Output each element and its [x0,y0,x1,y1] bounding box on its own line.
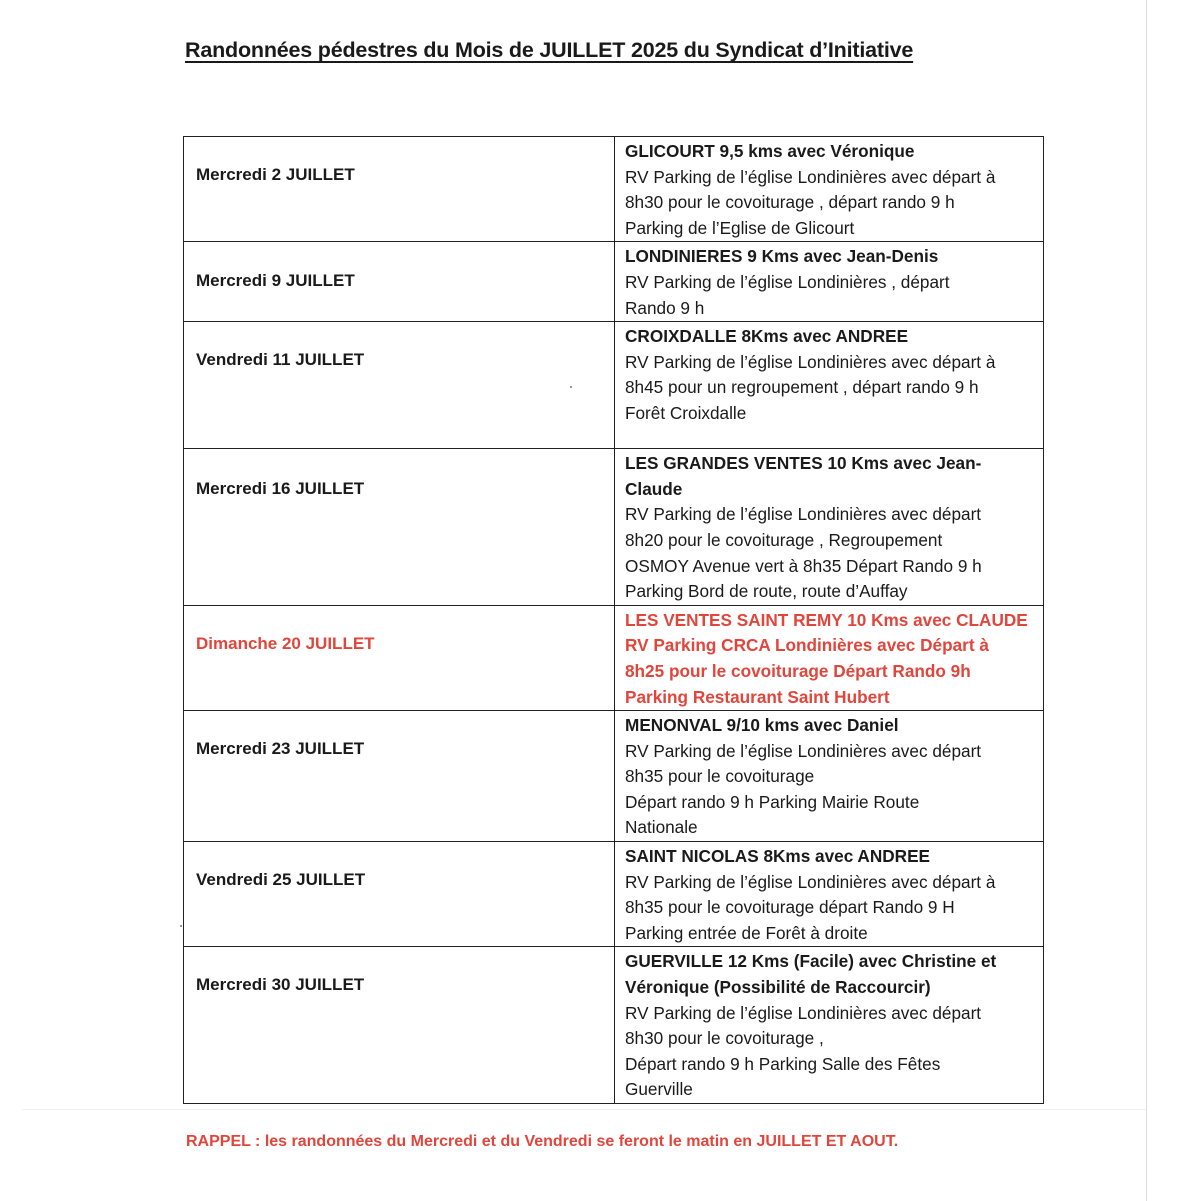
details-cell [615,842,1044,947]
hike-detail-line: RV Parking CRCA Londinières avec Départ à [625,635,989,656]
hike-date: Dimanche 20 JUILLET [196,633,375,653]
hike-date: Mercredi 30 JUILLET [196,975,365,995]
hike-detail-line: Forêt Croixdalle [625,402,747,423]
details-cell [615,322,1044,449]
date-cell [184,842,615,947]
page-edge-line [1146,0,1147,1201]
hike-heading: LES VENTES SAINT REMY 10 Kms avec CLAUDE [625,609,1028,630]
table-row [184,242,1044,322]
hike-detail-line: Parking de l’Eglise de Glicourt [625,217,855,238]
details-cell [615,711,1044,842]
speck-mark [570,386,572,388]
hike-detail-line: 8h30 pour le covoiturage , [625,1028,824,1049]
hike-detail-line: Guerville [625,1079,693,1100]
hike-detail-line: 8h45 pour un regroupement , départ rando 9 h [625,377,979,398]
details-cell [615,947,1044,1104]
date-cell [184,605,615,710]
table-row [184,322,1044,449]
reminder-note: RAPPEL : les randonnées du Mercredi et du Vendredi se feront le matin en JUILLET ET AOUT. [186,1133,899,1150]
hike-detail-line: 8h30 pour le covoiturage , départ rando 9 h [625,192,955,213]
hike-date: Mercredi 2 JUILLET [196,165,355,184]
hike-heading: GUERVILLE 12 Kms (Facile) avec Christine et [625,951,997,972]
hike-detail-line: 8h35 pour le covoiturage départ Rando 9 H [625,897,955,918]
hike-detail-line: Départ rando 9 h Parking Salle des Fêtes [625,1053,941,1074]
table-row [184,842,1044,947]
hike-detail-line: Nationale [625,817,698,838]
hike-detail-line: RV Parking de l’église Londinières avec départ [625,1002,982,1023]
date-cell [184,711,615,842]
details-cell [615,449,1044,606]
hike-heading: MENONVAL 9/10 kms avec Daniel [625,715,899,736]
details-cell [615,605,1044,710]
table-row [184,605,1044,710]
hike-detail-line: 8h25 pour le covoiturage Départ Rando 9h [625,660,971,681]
hike-date: Mercredi 16 JUILLET [196,479,365,499]
hike-detail-line: Départ rando 9 h Parking Mairie Route [625,791,920,812]
page-title: Randonnées pédestres du Mois de JUILLET 2025 du Syndicat d’Initiative [185,38,914,62]
hike-heading: LONDINIERES 9 Kms avec Jean-Denis [625,246,939,267]
table-row [184,711,1044,842]
hike-detail-line: RV Parking de l’église Londinières , départ [625,271,950,292]
hike-detail-line: 8h20 pour le covoiturage , Regroupement [625,529,943,550]
hike-heading: GLICOURT 9,5 kms avec Véronique [625,141,915,161]
date-cell [184,242,615,322]
date-cell [184,947,615,1104]
details-cell [615,242,1044,322]
hike-date: Mercredi 23 JUILLET [196,739,365,759]
date-cell [184,449,615,606]
table-row [184,947,1044,1104]
hike-heading: SAINT NICOLAS 8Kms avec ANDREE [625,846,930,867]
hikes-schedule-table [183,136,1044,1104]
hike-date: Mercredi 9 JUILLET [196,271,355,291]
speck-mark [180,925,182,927]
table-row [184,449,1044,606]
hike-detail-line: 8h35 pour le covoiturage [625,766,815,787]
faint-divider [22,1109,1146,1110]
hike-detail-line: Parking Restaurant Saint Hubert [625,686,890,707]
hike-detail-line: OSMOY Avenue vert à 8h35 Départ Rando 9 h [625,555,982,576]
hike-detail-line: RV Parking de l’église Londinières avec départ à [625,166,996,187]
hike-heading-continued: Claude [625,478,683,499]
hike-detail-line: Parking entrée de Forêt à droite [625,922,868,943]
table-row [184,137,1044,242]
hike-detail-line: RV Parking de l’église Londinières avec départ à [625,871,996,892]
hike-heading: CROIXDALLE 8Kms avec ANDREE [625,326,909,347]
date-cell [184,137,615,242]
hike-detail-line: Parking Bord de route, route d’Auffay [625,581,908,602]
hike-date: Vendredi 11 JUILLET [196,350,365,370]
details-cell [615,137,1044,242]
hike-heading-continued: Véronique (Possibilité de Raccourcir) [625,977,931,998]
date-cell [184,322,615,449]
hike-detail-line: Rando 9 h [625,297,705,318]
hike-heading: LES GRANDES VENTES 10 Kms avec Jean- [625,453,982,474]
hike-detail-line: RV Parking de l’église Londinières avec départ [625,504,982,525]
hike-detail-line: RV Parking de l’église Londinières avec départ [625,740,982,761]
hike-date: Vendredi 25 JUILLET [196,870,366,890]
hike-detail-line: RV Parking de l’église Londinières avec départ à [625,351,996,372]
